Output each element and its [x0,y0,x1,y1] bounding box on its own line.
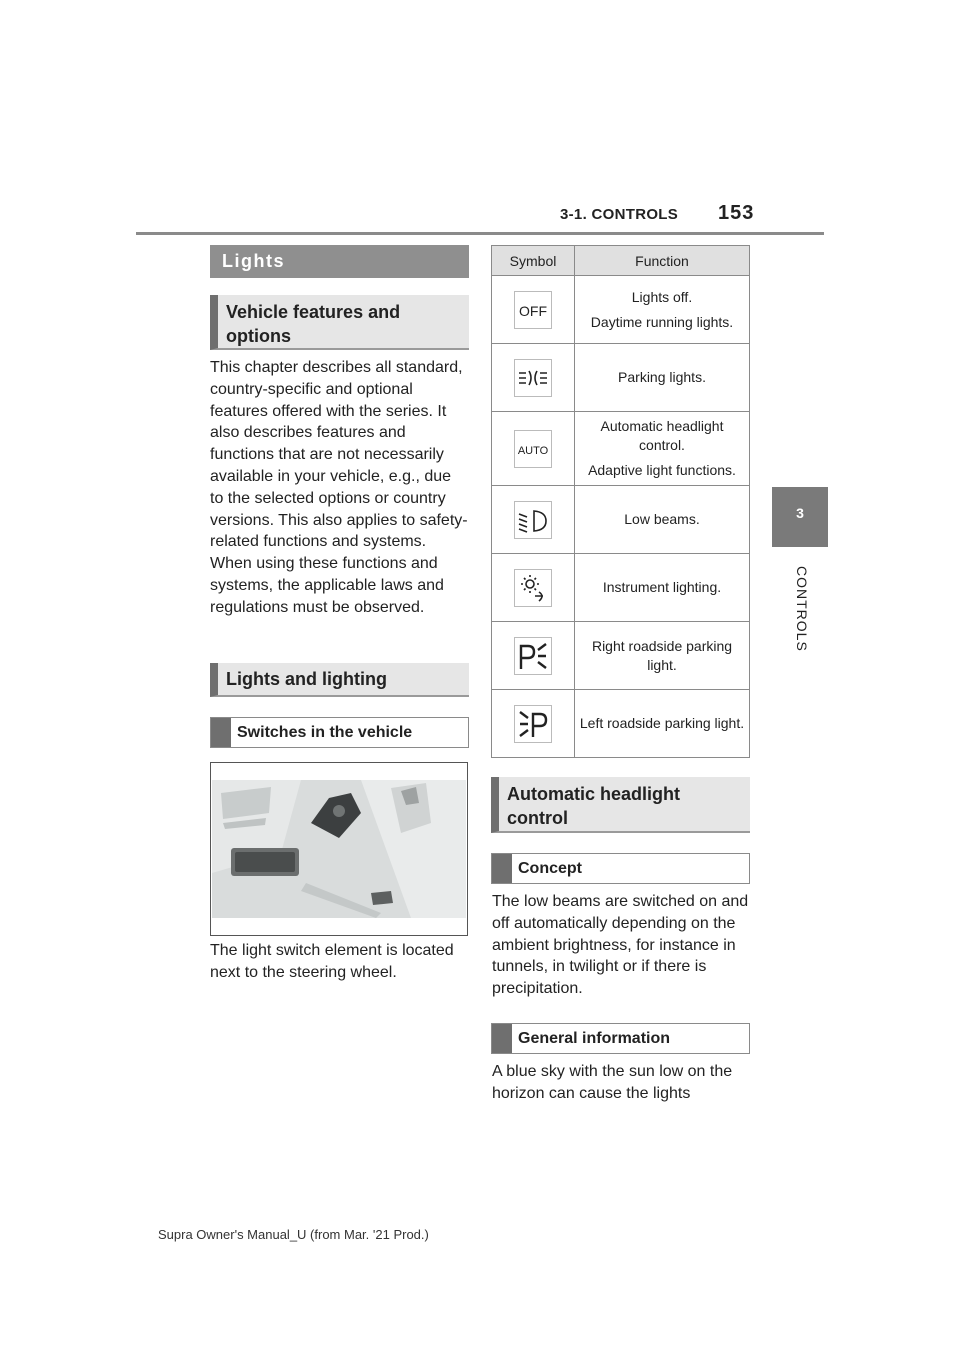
heading-vehicle-features: Vehicle features and options [210,295,469,350]
right-roadside-parking-icon [514,637,552,675]
function-line: Left roadside parking light. [579,715,745,731]
auto-headlight-icon [514,430,552,468]
function-line: Low beams. [624,511,700,527]
switch-paragraph: The light switch element is located next to the steering wheel. [210,942,454,981]
header-function: Function [575,246,750,276]
table-row [492,690,750,758]
table-row [492,486,750,554]
auto-icon-text: AUTO [517,444,549,457]
table-row [492,622,750,690]
function-cell [575,554,750,622]
function-cell [575,276,750,344]
heading-switches-label: Switches in the vehicle [237,723,413,741]
function-line: Parking lights. [618,369,706,385]
heading-general-label: General information [518,1029,671,1047]
symbol-cell [492,412,575,486]
header-rule [136,232,824,235]
page-number: 153 [718,202,755,224]
footer-manual-title: Supra Owner's Manual_U (from Mar. '21 Prod.) [158,1227,429,1242]
heading-concept [491,853,750,884]
table-header-row [492,246,750,276]
chapter-tab-number: 3 [796,505,804,521]
table-row [492,412,750,486]
off-icon [514,291,552,329]
instrument-lighting-icon [514,569,552,607]
function-cell [575,344,750,412]
section-title: 3-1. CONTROLS [560,206,679,223]
heading-lights: Lights [210,245,469,278]
heading-marker [492,854,512,883]
heading-concept-label: Concept [518,859,582,877]
symbol-cell [492,554,575,622]
function-line: Adaptive light functions. [588,462,736,478]
function-cell [575,622,750,690]
function-line: Lights off. [631,288,693,305]
parking-lights-icon [514,359,552,397]
heading-marker [211,718,231,747]
function-cell [575,690,750,758]
concept-paragraph: The low beams are switched on and off automatically depending on the ambient brightness, for instance in tunnels, in twilight or if there is precipitation. [492,893,749,998]
heading-switches [210,717,469,748]
function-line: Daytime running lights. [590,313,734,330]
heading-lights-and-lighting: Lights and lighting [210,663,469,697]
function-cell [575,486,750,554]
symbol-cell [492,344,575,412]
features-paragraph: This chapter describes all standard, country-specific and optional features offered with the series. It also describes features and functions that are not necessarily available in your vehicle, e.g., due to the selected options or country versions. This also applies to safety-related functions and systems. When using these functions and systems, the applicable laws and regulations must be observed. [210,359,468,616]
light-switch-photo [210,762,468,936]
heading-marker [492,1024,512,1053]
off-icon-text: OFF [519,302,547,319]
table-row [492,554,750,622]
function-line: Automatic headlight control. [600,418,724,453]
table-row [492,344,750,412]
function-line: Right roadside parking light. [591,637,733,673]
chapter-tab-label: CONTROLS [794,566,810,652]
heading-general-information [491,1023,750,1054]
left-roadside-parking-icon [514,705,552,743]
table-row [492,276,750,344]
low-beams-icon [514,501,552,539]
heading-automatic-headlight-control: Automatic headlight control [491,777,750,833]
symbol-cell [492,276,575,344]
symbol-function-table [491,245,750,758]
function-line: Instrument lighting. [602,579,722,595]
header-symbol: Symbol [492,246,575,276]
symbol-cell [492,622,575,690]
function-cell [575,412,750,486]
symbol-cell [492,486,575,554]
general-paragraph: A blue sky with the sun low on the horizon can cause the lights [492,1063,733,1102]
symbol-cell [492,690,575,758]
